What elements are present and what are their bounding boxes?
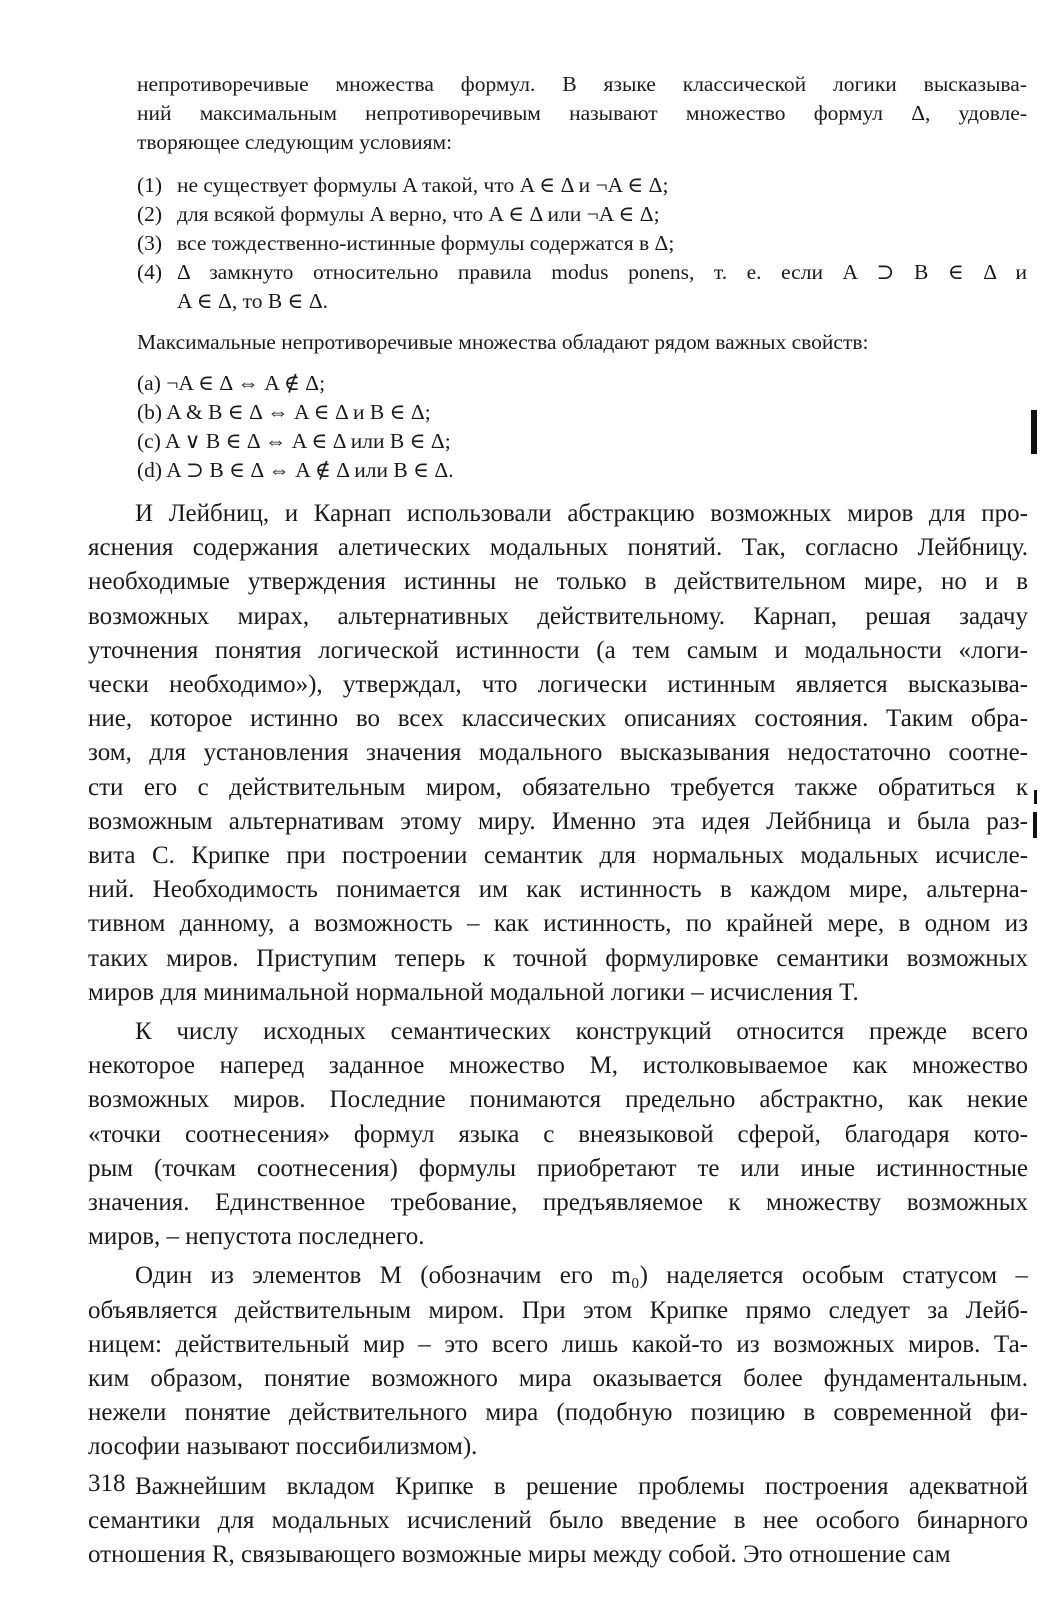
condition-item — [137, 258, 1027, 316]
text-line: необходимые утверждения истинны не только в действительном мире, но и в — [88, 568, 1028, 596]
page-number: 318 — [88, 1470, 126, 1497]
text-line: нежели понятие действительного мира (подобную позицию в современной фи- — [88, 1399, 1028, 1427]
properties-list — [137, 369, 1027, 485]
text-line: миров, – непустота последнего. — [88, 1223, 425, 1251]
properties-intro: Максимальные непротиворечивые множества обладают рядом важных свойств: — [137, 330, 869, 354]
paragraph — [88, 1259, 1028, 1464]
margin-mark — [1034, 790, 1037, 804]
text-line: ний. Необходимость понимается им как истинность в каждом мире, альтерна- — [88, 876, 1028, 904]
text-line: ким образом, понятие возможного мира оказывается более фундаментальным. — [88, 1365, 1028, 1393]
margin-mark — [1033, 812, 1037, 838]
text-line: объявляется действительным миром. При этом Крипке прямо следует за Лейб- — [88, 1296, 1028, 1324]
paragraph — [88, 1470, 1028, 1573]
condition-number: (2) — [137, 202, 163, 226]
property-item: (d) A ⊃ B ∈ Δ ⇔ A ∉ Δ или B ∈ Δ. — [137, 458, 454, 482]
text-line: непротиворечивые множества формул. В языке классической логики высказыва- — [137, 72, 1027, 96]
paragraph — [88, 497, 1028, 1010]
condition-text: не существует формулы A такой, что A ∈ Δ и ¬A ∈ Δ; — [177, 173, 669, 197]
text-line: Один из элементов M (обозначим его m₀) наделяется особым статусом – — [135, 1262, 1028, 1290]
text-line: тивном данному, а возможность – как истинность, по крайней мере, в одном из — [88, 910, 1028, 938]
text-line: лософии называют поссибилизмом). — [88, 1433, 478, 1461]
text-line: отношения R, связывающего возможные миры между собой. Это отношение сам — [88, 1541, 951, 1569]
text-line: возможным альтернативам этому миру. Именно эта идея Лейбница и была раз- — [88, 807, 1028, 835]
property-item: (c) A ∨ B ∈ Δ ⇔ A ∈ Δ или B ∈ Δ; — [137, 429, 451, 453]
condition-item — [137, 171, 1027, 200]
property-item: (a) ¬A ∈ Δ ⇔ A ∉ Δ; — [137, 371, 326, 395]
text-line: ний максимальным непротиворечивым называют множество формул Δ, удовле- — [137, 101, 1027, 125]
text-line: рым (точкам соотнесения) формулы приобретают те или иные истинностные — [88, 1154, 1028, 1182]
text-line: И Лейбниц, и Карнап использовали абстракцию возможных миров для про- — [135, 500, 1028, 527]
margin-mark — [1031, 410, 1037, 454]
main-text — [88, 497, 1028, 1577]
paragraph — [88, 1015, 1028, 1254]
condition-number: (4) — [137, 260, 163, 284]
condition-text: для всякой формулы A верно, что A ∈ Δ или ¬A ∈ Δ; — [177, 202, 660, 226]
property-item: (b) A & B ∈ Δ ⇔ A ∈ Δ и B ∈ Δ; — [137, 400, 431, 424]
condition-item — [137, 229, 1027, 258]
text-line: сти его с действительным миром, обязательно требуется также обратиться к — [88, 773, 1028, 801]
condition-number: (3) — [137, 231, 163, 255]
text-line: ницем: действительный мир – это всего лишь какой-то из возможных миров. Та- — [88, 1330, 1028, 1358]
text-line: значения. Единственное требование, предъявляемое к множеству возможных — [88, 1189, 1028, 1217]
text-line: яснения содержания алетических модальных понятий. Так, согласно Лейбницу. — [88, 534, 1028, 562]
condition-text: все тождественно-истинные формулы содержатся в Δ; — [177, 231, 675, 255]
text-line: некоторое наперед заданное множество M, истолковываемое как множество — [88, 1052, 1028, 1080]
text-line: чески необходимо»), утверждал, что логически истинным является высказыва- — [88, 671, 1028, 699]
text-line: уточнения понятия логической истинности (а тем самым и модальности «логи- — [88, 636, 1028, 664]
intro-text — [137, 70, 1027, 157]
condition-text: A ∈ Δ, то B ∈ Δ. — [177, 289, 329, 313]
text-line: семантики для модальных исчислений было введение в нее особого бинарного — [88, 1506, 1028, 1534]
condition-item — [137, 200, 1027, 229]
text-line: К числу исходных семантических конструкций относится прежде всего — [135, 1018, 1028, 1046]
text-line: ние, которое истинно во всех классических описаниях состояния. Таким обра- — [88, 705, 1028, 733]
text-line: таких миров. Приступим теперь к точной формулировке семантики возможных — [88, 944, 1028, 972]
conditions-list — [137, 171, 1027, 316]
text-line: возможных мирах, альтернативных действительному. Карнап, решая задачу — [88, 602, 1028, 630]
text-line: «точки соотнесения» формул языка с внеязыковой сферой, благодаря кото- — [88, 1120, 1028, 1148]
text-line: возможных миров. Последние понимаются предельно абстрактно, как некие — [88, 1086, 1028, 1114]
text-line: миров для минимальной нормальной модальной логики – исчисления T. — [88, 978, 859, 1006]
text-line: зом, для установления значения модального высказывания недостаточно соотне- — [88, 739, 1028, 767]
text-line: творяющее следующим условиям: — [137, 130, 453, 154]
text-line: Важнейшим вкладом Крипке в решение проблемы построения адекватной — [135, 1472, 1028, 1500]
condition-text: Δ замкнуто относительно правила modus ponens, т. е. если A ⊃ B ∈ Δ и — [177, 260, 1027, 284]
condition-number: (1) — [137, 173, 163, 197]
text-line: вита С. Крипке при построении семантик для нормальных модальных исчисле- — [88, 842, 1028, 870]
